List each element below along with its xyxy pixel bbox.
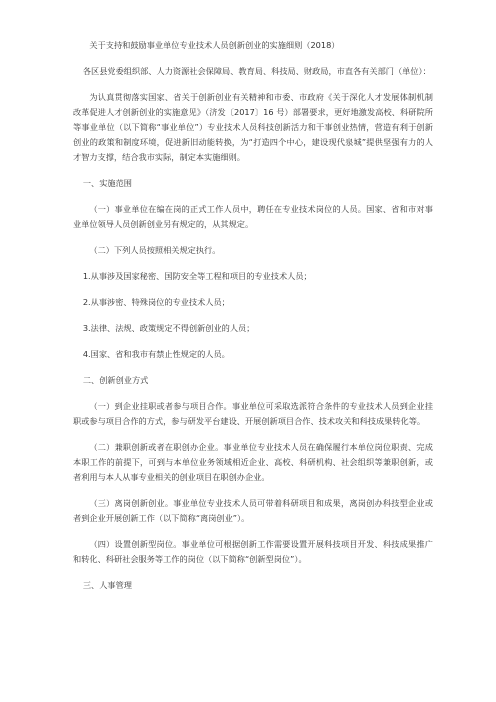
intro-paragraph: 为认真贯彻落实国家、省关于创新创业有关精神和市委、市政府《关于深化人才发展体制机制改革促进人才创新创业的实施意见》（济发〔2017〕16 号）部署要求，更好地激发高校、科研院所等事业单位（以下简称“事业单位”）专业技术人员科技创新活力和干事创业热情，营造有利于创新创业的政策和制度环境，促进新旧动能转换，为“打造四个中心，建设现代泉城”提供坚强有力的人才智力支撑，结合我市实际，制定本实施细则。 [73,92,433,162]
scope-list-item: 4.国家、省和我市有禁止性规定的人员。 [82,349,230,359]
methods-paragraph-2: （二）兼职创新或者在职创办企业。事业单位专业技术人员在确保履行本单位岗位职责、完成本职工作的前提下，可到与本单位业务领域相近企业、高校、科研机构、社会组织等兼职创新，或者利用与本人从事专业相关的创业项目在职创办企业。 [73,442,433,482]
scope-list-item: 2.从事涉密、特殊岗位的专业技术人员； [82,297,230,307]
scope-paragraph-2: （二）下列人员按照相关规定执行。 [89,245,221,255]
addressee-paragraph: 各区县党委组织部、人力资源社会保障局、教育局、科技局、财政局，市直各有关部门（单位）： [82,66,431,76]
scope-list-item: 1.从事涉及国家秘密、国防安全等工程和项目的专业技术人员； [82,271,312,281]
section-heading-personnel: 三、人事管理 [82,580,132,590]
methods-paragraph-4: （四）设置创新型岗位。事业单位可根据创新工作需要设置开展科技项目开发、科技成果推广和转化、科研社会服务等工作的岗位（以下简称“创新型岗位”）。 [73,539,433,564]
section-heading-methods: 二、创新创业方式 [82,375,149,385]
methods-paragraph-1: （一）到企业挂职或者参与项目合作。事业单位可采取选派符合条件的专业技术人员到企业挂职或参与项目合作的方式，参与研发平台建设、开展创新项目合作、技术攻关和科技成果转化等。 [73,401,433,426]
methods-paragraph-3: （三）离岗创新创业。事业单位专业技术人员可带着科研项目和成果，离岗创办科技型企业或者到企业开展创新工作（以下简称“离岗创业”）。 [73,498,433,523]
document-page [73,38,433,604]
scope-list-item: 3.法律、法规、政策规定不得创新创业的人员； [82,323,255,333]
scope-paragraph-1: （一）事业单位在编在岗的正式工作人员中，聘任在专业技术岗位的人员。国家、省和市对事业单位领导人员创新创业另有规定的，从其规定。 [73,204,433,229]
section-heading-scope: 一、实施范围 [82,178,132,188]
document-title: 关于支持和鼓励事业单位专业技术人员创新创业的实施细则（2018） [89,40,340,50]
